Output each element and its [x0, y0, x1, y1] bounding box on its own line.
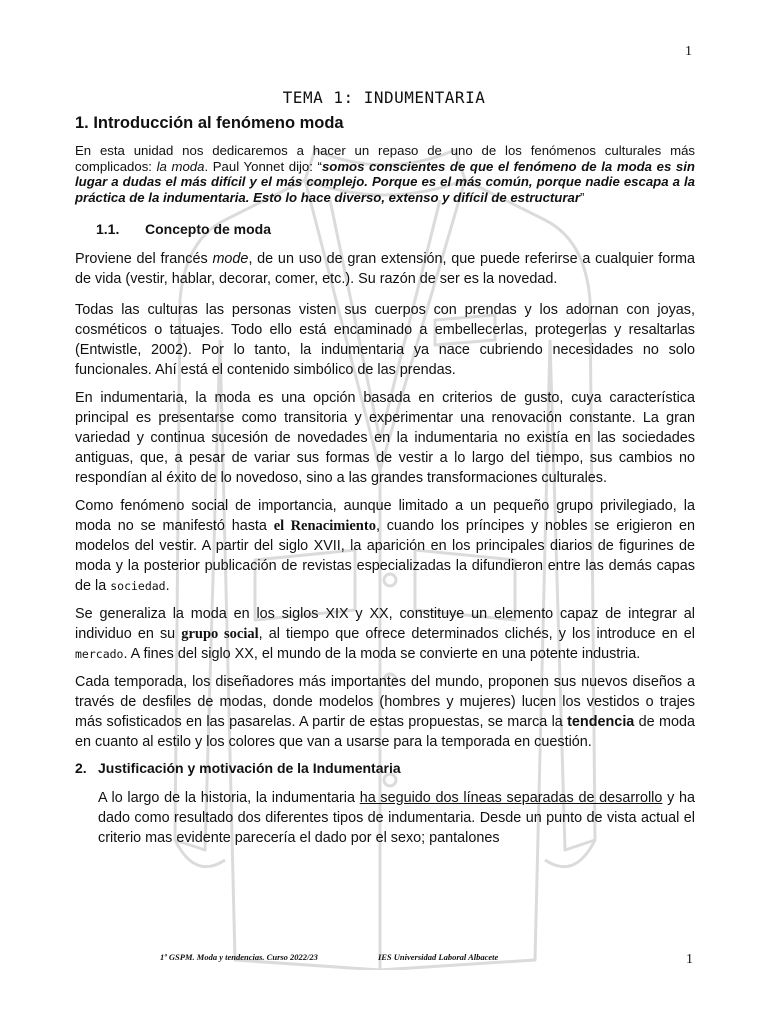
intro-text-italic: la moda: [156, 158, 205, 174]
page-footer: [160, 952, 498, 962]
p6-text-a: Cada temporada, los diseñadores más importantes del mundo, proponen sus nuevos diseños a través de desfiles de modas, donde modelos (hombres y mujeres) lucen los vestidos o trajes más sofisticados en las pasarelas. A partir de estas propuestas, se marca la: [75, 674, 695, 730]
footer-course: 1º GSPM. Moda y tendencias. Curso 2022/23: [160, 952, 318, 962]
section-2-paragraph: [75, 788, 695, 848]
s2-text-a: A lo largo de la historia, la indumentaria: [98, 790, 360, 806]
intro-text-b: . Paul Yonnet dijo: “: [204, 158, 322, 174]
paragraph-2: Todas las culturas las personas visten sus cuerpos con prendas y los adornan con joyas, cosméticos o tatuajes. Todo ello está encaminado a embellecerlas, protegerlas y resaltarlas (Entwistle, 2002). Por lo tanto, la indumentaria ya nace cubriendo necesidades no solo funcionales. Ahí está el contenido simbólico de las prendas.: [75, 302, 695, 378]
p1-text-b: , de un uso de gran extensión, que puede referirse a cualquier forma de vida (vestir, hablar, decorar, comer, etc.). Su razón de ser es la novedad.: [75, 251, 696, 287]
paragraph-5: [75, 604, 695, 664]
intro-text-a: En esta unidad nos dedicaremos a hacer un repaso de uno de los fenómenos culturales más complicados:: [75, 143, 695, 174]
p6-text-c: de moda en cuanto al estilo y los colores que van a usarse para la temporada en cuestión.: [75, 714, 695, 750]
intro-heading: 1. Introducción al fenómeno moda: [75, 114, 344, 132]
paragraph-1: [75, 249, 695, 289]
p1-text-a: Proviene del francés: [75, 251, 213, 267]
p4-renacimiento-link[interactable]: el Renacimiento: [273, 518, 376, 534]
document-body: [75, 114, 695, 856]
p6-tendencia-bold: tendencia: [567, 714, 635, 730]
section-2-title: Justificación y motivación de la Indumentaria: [98, 760, 401, 776]
paragraph-6: [75, 672, 695, 752]
page-number-top: 1: [685, 44, 692, 59]
intro-text-c: ”: [579, 189, 585, 205]
paragraph-3: En indumentaria, la moda es una opción basada en criterios de gusto, cuya característica principal es presentarse como transitoria y experimentar una renovación constante. La gran variedad y continua sucesión de novedades en la indumentaria no existía en las sociedades antiguas, que, a pesar de variar sus formas de vestir a lo largo del tiempo, sus cambios no respondían al éxito de lo novedoso, sino a las grandes transformaciones culturales.: [75, 390, 695, 486]
s2-text-b: y ha dado como resultado dos diferentes tipos de indumentaria. Desde un punto de vista actual el criterio mas evidente parecería el dado por el sexo; pantalones: [98, 790, 695, 846]
section-1-1-title: Concepto de moda: [145, 221, 272, 237]
p4-text-a: Como fenómeno social de importancia, aunque limitado a un pequeño grupo privilegiado, la moda no se manifestó hasta: [75, 498, 695, 534]
p5-mercado-link[interactable]: mercado: [75, 647, 124, 661]
section-1-1-heading: [75, 221, 695, 237]
p4-sociedad-link[interactable]: sociedad: [110, 579, 166, 593]
p5-grupo-social-link[interactable]: grupo social: [181, 626, 259, 642]
p4-text-e: .: [165, 578, 170, 594]
page-number-bottom: 1: [686, 952, 693, 967]
p4-text-c: , cuando los príncipes y nobles se erigieron en modelos del vestir. A partir del siglo XVII, la aparición en los principales diarios de figurines de moda y la posterior publicación de revistas especializadas la difundieron entre las demás capas de la: [75, 518, 695, 594]
section-2-number: 2.: [75, 760, 87, 776]
p1-text-italic: mode: [212, 251, 249, 267]
intro-paragraph: [75, 143, 695, 205]
p5-text-e: . A fines del siglo XX, el mundo de la moda se convierte en una potente industria.: [123, 646, 641, 662]
document-title: TEMA 1: INDUMENTARIA: [282, 88, 486, 107]
paragraph-4: [75, 496, 695, 596]
s2-underlined-text: ha seguido dos líneas separadas de desarrollo: [359, 790, 663, 806]
p5-text-c: , al tiempo que ofrece determinados clichés, y los introduce en el: [258, 626, 695, 642]
section-2-heading: [75, 760, 695, 776]
footer-school: IES Universidad Laboral Albacete: [377, 952, 499, 962]
p5-text-a: Se generaliza la moda en los siglos XIX y XX, constituye un elemento capaz de integrar al individuo en su: [75, 606, 695, 642]
section-1-1-number: 1.1.: [96, 221, 120, 237]
intro-quote: somos conscientes de que el fenómeno de la moda es sin lugar a dudas el más difícil y el más complejo. Porque es el más común, porque nadie escapa a la práctica de la indumentaria. Esto lo hace diverso, extenso y difícil de estructurar: [75, 158, 695, 205]
